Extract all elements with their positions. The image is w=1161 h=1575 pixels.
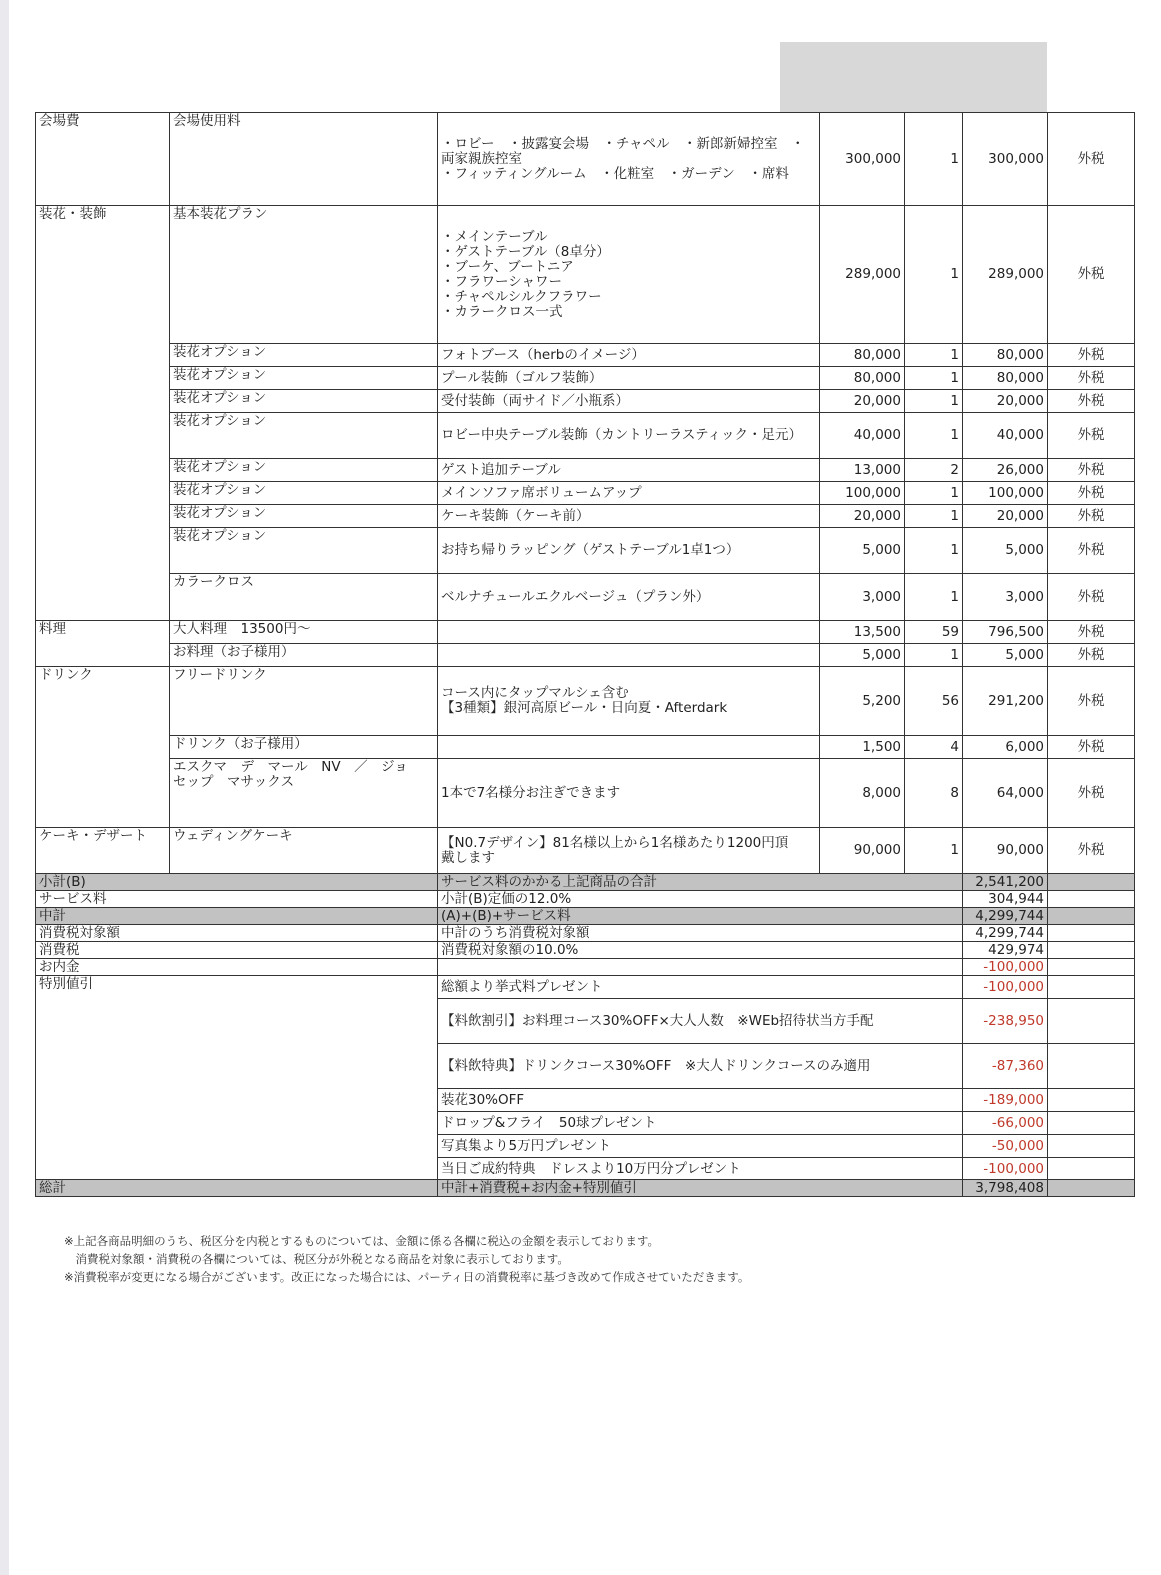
table-row [36,390,1135,413]
amount-cell: 796,500 [963,621,1048,644]
deposit-row [36,959,1135,976]
desc-cell: 受付装飾（両サイド／小瓶系） [438,390,820,413]
discount-amount: -87,360 [963,1044,1048,1089]
tax-cell: 外税 [1048,505,1135,528]
summary-blank [1048,925,1135,942]
category-cell: ドリンク [36,667,170,828]
tax-cell: 外税 [1048,621,1135,644]
price-cell: 5,200 [820,667,905,736]
amount-cell: 90,000 [963,828,1048,874]
footnote-line: ※上記各商品明細のうち、税区分を内税とするものについては、金額に係る各欄に税込の金額を表示しております。 [64,1234,659,1248]
amount-cell: 5,000 [963,528,1048,574]
summary-desc: 消費税対象額の10.0% [438,942,963,959]
table-row [36,413,1135,459]
qty-cell: 4 [905,736,963,759]
table-row [36,206,1135,344]
qty-cell: 1 [905,574,963,621]
amount-cell: 20,000 [963,505,1048,528]
qty-cell: 1 [905,828,963,874]
tax-cell: 外税 [1048,206,1135,344]
tax-cell: 外税 [1048,459,1135,482]
table-row [36,367,1135,390]
footnotes [64,1232,1124,1286]
summary-label: 消費税 [36,942,438,959]
desc-cell: ベルナチュールエクルベージュ（プラン外） [438,574,820,621]
discount-desc: ドロップ&フライ 50球プレゼント [438,1112,963,1135]
qty-cell: 1 [905,644,963,667]
item-cell: 装花オプション [170,344,438,367]
item-cell: カラークロス [170,574,438,621]
discount-desc: 写真集より5万円プレゼント [438,1135,963,1158]
amount-cell: 6,000 [963,736,1048,759]
desc-cell: ・ロビー ・披露宴会場 ・チャペル ・新郎新婦控室 ・ 両家親族控室 ・フィッティングルーム ・化粧室 ・ガーデン ・席料 [438,113,820,206]
summary-amount: 2,541,200 [963,874,1048,891]
summary-desc: サービス料のかかる上記商品の合計 [438,874,963,891]
total-amount: 3,798,408 [963,1180,1048,1197]
discount-amount: -189,000 [963,1089,1048,1112]
amount-cell: 26,000 [963,459,1048,482]
summary-blank [1048,891,1135,908]
table-row [36,759,1135,828]
price-cell: 1,500 [820,736,905,759]
discount-amount: -100,000 [963,1158,1048,1180]
amount-cell: 3,000 [963,574,1048,621]
qty-cell: 1 [905,206,963,344]
desc-cell: ケーキ装飾（ケーキ前） [438,505,820,528]
summary-blank [1048,1135,1135,1158]
price-cell: 8,000 [820,759,905,828]
desc-cell: 1本で7名様分お注ぎできます [438,759,820,828]
amount-cell: 80,000 [963,344,1048,367]
table-row [36,113,1135,206]
item-cell: 装花オプション [170,367,438,390]
qty-cell: 1 [905,113,963,206]
qty-cell: 59 [905,621,963,644]
footnote-line: 消費税対象額・消費税の各欄については、税区分が外税となる商品を対象に表示しております。 [64,1252,569,1266]
table-row [36,736,1135,759]
tax-cell: 外税 [1048,482,1135,505]
price-cell: 40,000 [820,413,905,459]
price-cell: 300,000 [820,113,905,206]
discount-desc: 総額より挙式料プレゼント [438,976,963,999]
amount-cell: 40,000 [963,413,1048,459]
summary-blank [1048,999,1135,1044]
amount-cell: 20,000 [963,390,1048,413]
tax-cell: 外税 [1048,344,1135,367]
midtotal-row [36,908,1135,925]
summary-label: お内金 [36,959,438,976]
price-cell: 20,000 [820,390,905,413]
price-cell: 100,000 [820,482,905,505]
desc-cell: 【N0.7デザイン】81名様以上から1名様あたり1200円頂 戴します [438,828,820,874]
table-row [36,574,1135,621]
summary-desc: (A)+(B)+サービス料 [438,908,963,925]
table-row [36,667,1135,736]
amount-cell: 100,000 [963,482,1048,505]
discount-desc: 【料飲割引】お料理コース30%OFF×大人人数 ※WEb招待状当方手配 [438,999,963,1044]
amount-cell: 291,200 [963,667,1048,736]
table-row [36,459,1135,482]
price-cell: 80,000 [820,344,905,367]
qty-cell: 1 [905,505,963,528]
summary-label: 消費税対象額 [36,925,438,942]
summary-blank [1048,1112,1135,1135]
qty-cell: 1 [905,344,963,367]
item-cell: 装花オプション [170,413,438,459]
qty-cell: 8 [905,759,963,828]
table-row [36,644,1135,667]
summary-amount: 304,944 [963,891,1048,908]
footnote-line: ※消費税率が変更になる場合がございます。改正になった場合には、パーティ日の消費税率に基づき改めて作成させていただきます。 [64,1270,750,1284]
item-cell: 装花オプション [170,505,438,528]
discount-desc: 当日ご成約特典 ドレスより10万円分プレゼント [438,1158,963,1180]
summary-label: サービス料 [36,891,438,908]
summary-blank [1048,1044,1135,1089]
price-cell: 5,000 [820,644,905,667]
price-cell: 90,000 [820,828,905,874]
item-cell: エスクマ デ マール NV ／ ジョ セップ マサックス [170,759,438,828]
desc-cell: ・メインテーブル ・ゲストテーブル（8卓分） ・ブーケ、ブートニア ・フラワーシャワー ・チャペルシルクフラワー ・カラークロス一式 [438,206,820,344]
summary-blank [1048,959,1135,976]
table-row [36,482,1135,505]
desc-cell: ゲスト追加テーブル [438,459,820,482]
tax-cell: 外税 [1048,759,1135,828]
item-cell: 大人料理 13500円～ [170,621,438,644]
grand-total-row [36,1180,1135,1197]
qty-cell: 1 [905,413,963,459]
table-row [36,528,1135,574]
table-row [36,505,1135,528]
discount-row [36,976,1135,999]
price-cell: 80,000 [820,367,905,390]
desc-cell: メインソファ席ボリュームアップ [438,482,820,505]
table-row [36,621,1135,644]
item-cell: 装花オプション [170,528,438,574]
summary-blank [1048,1158,1135,1180]
desc-cell: ロビー中央テーブル装飾（カントリーラスティック・足元） [438,413,820,459]
service-fee-row [36,891,1135,908]
price-cell: 13,500 [820,621,905,644]
summary-blank [1048,976,1135,999]
desc-cell: フォトブース（herbのイメージ） [438,344,820,367]
discount-amount: -100,000 [963,976,1048,999]
qty-cell: 56 [905,667,963,736]
amount-cell: 64,000 [963,759,1048,828]
consumption-tax-row [36,942,1135,959]
subtotal-b-row [36,874,1135,891]
discount-amount: -66,000 [963,1112,1048,1135]
desc-cell [438,644,820,667]
tax-cell: 外税 [1048,390,1135,413]
redacted-box [780,42,1047,112]
amount-cell: 300,000 [963,113,1048,206]
desc-cell: お持ち帰りラッピング（ゲストテーブル1卓1つ） [438,528,820,574]
discount-amount: -50,000 [963,1135,1048,1158]
desc-cell [438,621,820,644]
summary-blank [1048,874,1135,891]
tax-cell: 外税 [1048,736,1135,759]
amount-cell: 289,000 [963,206,1048,344]
amount-cell: 5,000 [963,644,1048,667]
discount-desc: 【料飲特典】ドリンクコース30%OFF ※大人ドリンクコースのみ適用 [438,1044,963,1089]
item-cell: お料理（お子様用） [170,644,438,667]
total-desc: 中計+消費税+お内金+特別値引 [438,1180,963,1197]
desc-cell: プール装飾（ゴルフ装飾） [438,367,820,390]
discount-desc: 装花30%OFF [438,1089,963,1112]
category-cell: 装花・装飾 [36,206,170,621]
category-cell: 会場費 [36,113,170,206]
price-cell: 20,000 [820,505,905,528]
tax-cell: 外税 [1048,528,1135,574]
summary-amount: 4,299,744 [963,925,1048,942]
summary-label: 小計(B) [36,874,438,891]
tax-cell: 外税 [1048,413,1135,459]
discount-label: 特別値引 [36,976,438,1180]
qty-cell: 1 [905,367,963,390]
item-cell: 会場使用料 [170,113,438,206]
total-label: 総計 [36,1180,438,1197]
summary-blank [1048,1180,1135,1197]
taxable-amount-row [36,925,1135,942]
summary-desc: 小計(B)定価の12.0% [438,891,963,908]
category-cell: 料理 [36,621,170,667]
qty-cell: 1 [905,390,963,413]
summary-label: 中計 [36,908,438,925]
tax-cell: 外税 [1048,367,1135,390]
discount-amount: -238,950 [963,999,1048,1044]
summary-blank [1048,908,1135,925]
qty-cell: 1 [905,482,963,505]
price-cell: 289,000 [820,206,905,344]
summary-blank [1048,942,1135,959]
summary-amount: -100,000 [963,959,1048,976]
price-cell: 3,000 [820,574,905,621]
item-cell: フリードリンク [170,667,438,736]
qty-cell: 2 [905,459,963,482]
table-row [36,828,1135,874]
tax-cell: 外税 [1048,574,1135,621]
summary-amount: 4,299,744 [963,908,1048,925]
tax-cell: 外税 [1048,644,1135,667]
amount-cell: 80,000 [963,367,1048,390]
item-cell: 装花オプション [170,482,438,505]
table-row [36,344,1135,367]
item-cell: ウェディングケーキ [170,828,438,874]
summary-blank [1048,1089,1135,1112]
item-cell: 装花オプション [170,459,438,482]
tax-cell: 外税 [1048,828,1135,874]
tax-cell: 外税 [1048,667,1135,736]
summary-desc [438,959,963,976]
desc-cell: コース内にタップマルシェ含む 【3種類】銀河高原ビール・日向夏・Afterdark [438,667,820,736]
price-cell: 13,000 [820,459,905,482]
item-cell: 装花オプション [170,390,438,413]
category-cell: ケーキ・デザート [36,828,170,874]
item-cell: 基本装花プラン [170,206,438,344]
desc-cell [438,736,820,759]
page-left-edge [0,0,9,1575]
qty-cell: 1 [905,528,963,574]
price-cell: 5,000 [820,528,905,574]
summary-desc: 中計のうち消費税対象額 [438,925,963,942]
item-cell: ドリンク（お子様用） [170,736,438,759]
tax-cell: 外税 [1048,113,1135,206]
estimate-table [35,112,1135,1197]
summary-amount: 429,974 [963,942,1048,959]
